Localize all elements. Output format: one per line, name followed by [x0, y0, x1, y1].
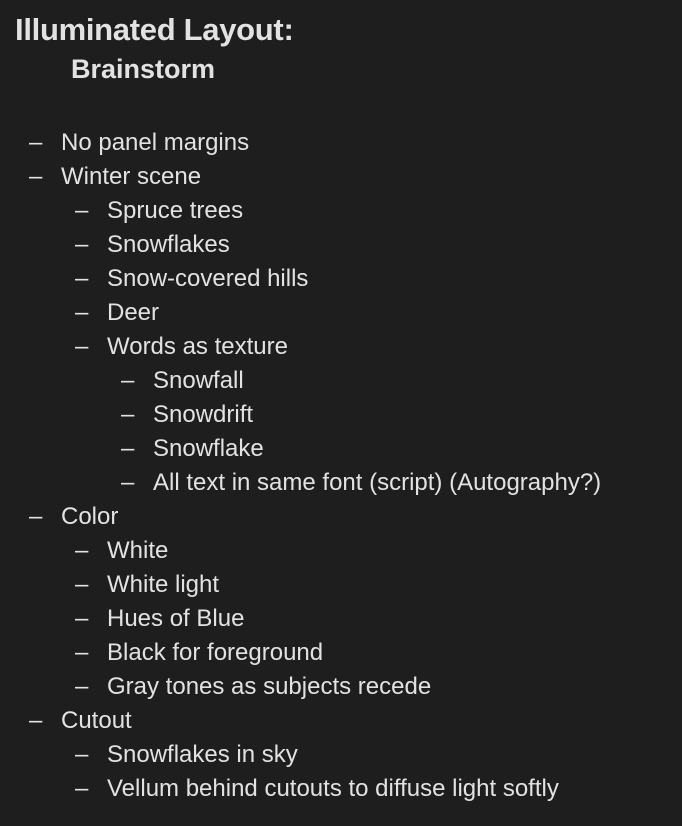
list-item-text: Snowflakes in sky — [107, 741, 298, 768]
list-item-text: Cutout — [61, 707, 132, 734]
list-item-text: Color — [61, 503, 119, 530]
list-item-text: Vellum behind cutouts to diffuse light softly — [107, 775, 559, 802]
dash-bullet-icon: – — [75, 673, 89, 700]
note-title: Illuminated Layout: — [15, 12, 294, 47]
list-item-text: Snowflake — [153, 435, 264, 462]
dash-bullet-icon: – — [75, 197, 89, 224]
list-item-text: Spruce trees — [107, 197, 244, 224]
list-item-text: Snowfall — [153, 367, 244, 394]
dash-bullet-icon: – — [75, 299, 89, 326]
list-item-text: Snowflakes — [107, 231, 230, 258]
dash-bullet-icon: – — [29, 707, 43, 734]
dash-bullet-icon: – — [121, 469, 135, 496]
note-subtitle: Brainstorm — [71, 54, 216, 84]
dash-bullet-icon: – — [29, 129, 43, 156]
dash-bullet-icon: – — [75, 265, 89, 292]
dash-bullet-icon: – — [29, 503, 43, 530]
dash-bullet-icon: – — [29, 163, 43, 190]
dash-bullet-icon: – — [75, 537, 89, 564]
list-item-text: Black for foreground — [107, 639, 324, 666]
list-item-text: No panel margins — [61, 129, 250, 156]
dash-bullet-icon: – — [75, 775, 89, 802]
dash-bullet-icon: – — [121, 435, 135, 462]
dash-bullet-icon: – — [75, 605, 89, 632]
list-item-text: White — [107, 537, 169, 564]
dash-bullet-icon: – — [75, 639, 89, 666]
dash-bullet-icon: – — [75, 741, 89, 768]
list-item-text: All text in same font (script) (Autography?) — [153, 469, 602, 496]
list-item-text: Snow-covered hills — [107, 265, 309, 292]
list-item-text: Winter scene — [61, 163, 202, 190]
list-item-text: Deer — [107, 299, 160, 326]
dash-bullet-icon: – — [75, 333, 89, 360]
list-item-text: White light — [107, 571, 220, 598]
list-item-text: Gray tones as subjects recede — [107, 673, 432, 700]
list-item-text: Snowdrift — [153, 401, 254, 428]
dash-bullet-icon: – — [121, 401, 135, 428]
dash-bullet-icon: – — [75, 231, 89, 258]
dash-bullet-icon: – — [75, 571, 89, 598]
list-item-text: Hues of Blue — [107, 605, 245, 632]
dash-bullet-icon: – — [121, 367, 135, 394]
list-item-text: Words as texture — [107, 333, 288, 360]
